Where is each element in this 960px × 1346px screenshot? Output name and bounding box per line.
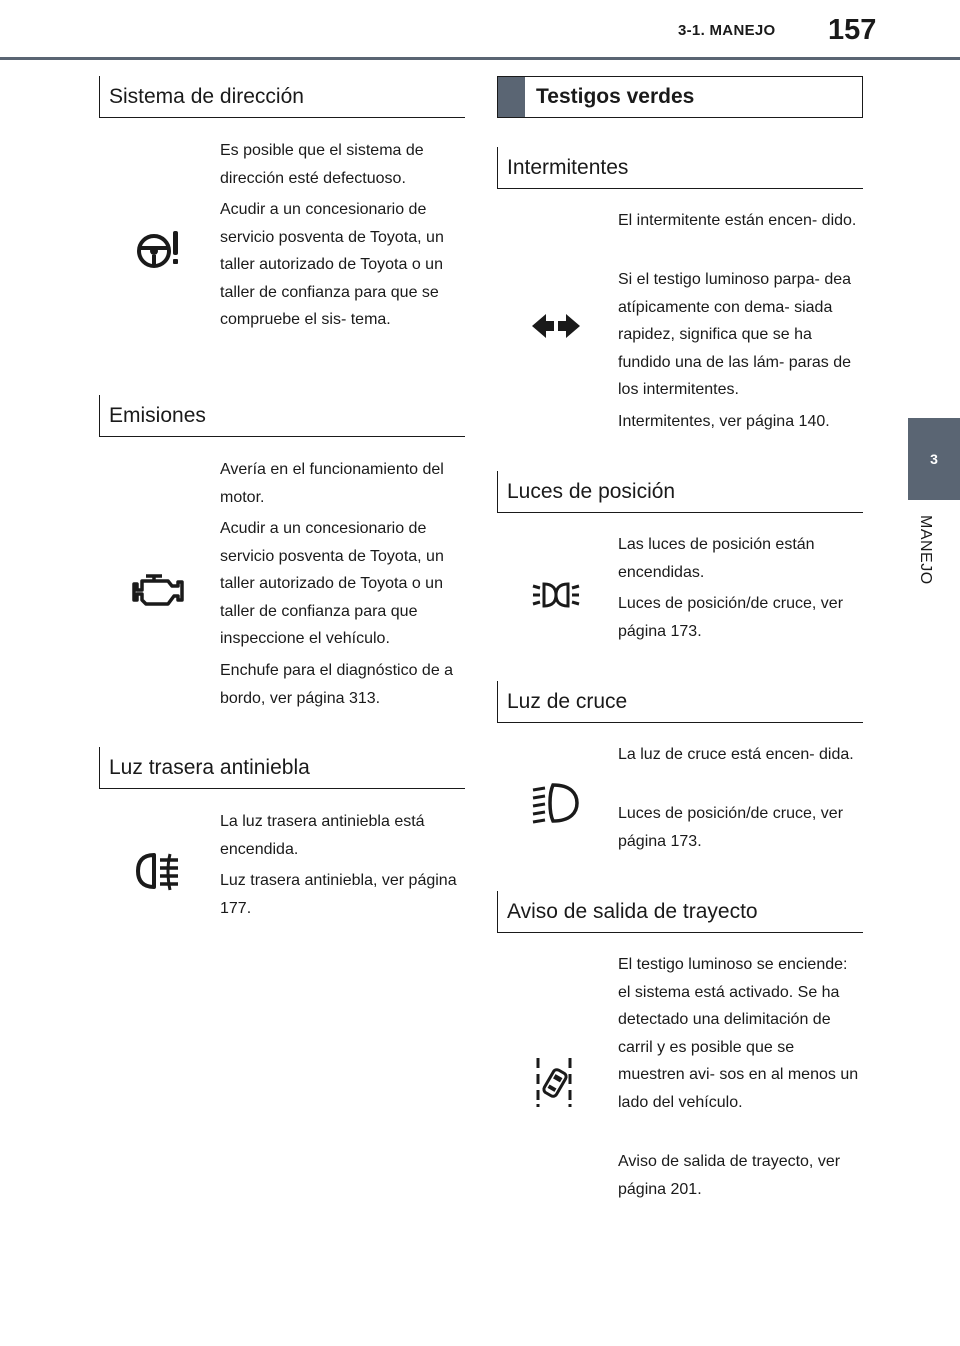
- rear-fog-paragraph-1: La luz trasera antiniebla está encendida.: [220, 813, 425, 858]
- heading-accent-bar: [498, 77, 525, 117]
- emissions-paragraph-2: Acudir a un concesionario de servicio posventa de Toyota, un taller autorizado de Toyota o un taller de confianza para que inspeccione el vehículo.: [220, 520, 444, 647]
- steering-paragraph-1: Es posible que el sistema de dirección esté defectuoso.: [220, 142, 424, 187]
- chapter-tab-label: MANEJO: [917, 515, 934, 585]
- turn-signals-paragraph-3: Intermitentes, ver página 140.: [618, 413, 830, 430]
- rear-fog-light-icon: [134, 850, 184, 892]
- section-heading-position-lights: [497, 471, 863, 513]
- position-lights-icon: [531, 580, 581, 610]
- section-title: Luz de cruce: [507, 689, 628, 713]
- low-beam-paragraph-1: La luz de cruce está encen- dida.: [618, 746, 854, 763]
- chapter-tab-number: 3: [930, 451, 938, 467]
- section-title: Emisiones: [109, 403, 206, 427]
- section-heading-steering: [99, 76, 465, 118]
- section-heading-low-beam: [497, 681, 863, 723]
- section-heading-emissions: [99, 395, 465, 437]
- chapter-title: 3-1. MANEJO: [678, 22, 776, 39]
- page-number: 157: [828, 14, 877, 46]
- section-title: Intermitentes: [507, 155, 629, 179]
- section-heading-turn-signals: [497, 147, 863, 189]
- emissions-paragraph-3: Enchufe para el diagnóstico de a bordo, ver página 313.: [220, 662, 454, 707]
- position-lights-paragraph-2: Luces de posición/de cruce, ver página 173.: [618, 595, 844, 640]
- rear-fog-paragraph-2: Luz trasera antiniebla, ver página 177.: [220, 872, 457, 917]
- lane-departure-paragraph-1: El testigo luminoso se enciende: el sistema está activado. Se ha detectado una delimitación de carril y es posible que se muestren avi- sos en al menos un lado del vehículo.: [618, 956, 859, 1111]
- section-heading-lane-departure: [497, 891, 863, 933]
- turn-signal-arrows-icon: [530, 311, 582, 341]
- chapter-tab: [908, 418, 960, 500]
- turn-signals-paragraph-2: Si el testigo luminoso parpa- dea atípicamente con dema- siada rapidez, significa que se ha fundido una de las lám- paras de los intermitentes.: [618, 271, 852, 398]
- lane-departure-paragraph-2: Aviso de salida de trayecto, ver página 201.: [618, 1153, 841, 1198]
- section-title: Sistema de dirección: [109, 84, 304, 108]
- section-heading-green-indicators: [497, 76, 863, 118]
- header-rule: [0, 57, 960, 60]
- steering-warning-icon: [134, 226, 184, 276]
- section-title: Luz trasera antiniebla: [109, 755, 310, 779]
- section-title: Aviso de salida de trayecto: [507, 899, 758, 923]
- section-title: Testigos verdes: [536, 85, 695, 108]
- section-heading-rear-fog: [99, 747, 465, 789]
- engine-check-icon: [132, 568, 186, 612]
- lane-departure-icon: [534, 1056, 574, 1108]
- steering-paragraph-2: Acudir a un concesionario de servicio posventa de Toyota, un taller autorizado de Toyota o un taller de confianza para que se compruebe el sis- tema.: [220, 201, 444, 328]
- emissions-paragraph-1: Avería en el funcionamiento del motor.: [220, 461, 444, 506]
- section-title: Luces de posición: [507, 479, 676, 503]
- turn-signals-paragraph-1: El intermitente están encen- dido.: [618, 212, 857, 229]
- low-beam-icon: [531, 782, 581, 824]
- position-lights-paragraph-1: Las luces de posición están encendidas.: [618, 536, 815, 581]
- low-beam-paragraph-2: Luces de posición/de cruce, ver página 173.: [618, 805, 844, 850]
